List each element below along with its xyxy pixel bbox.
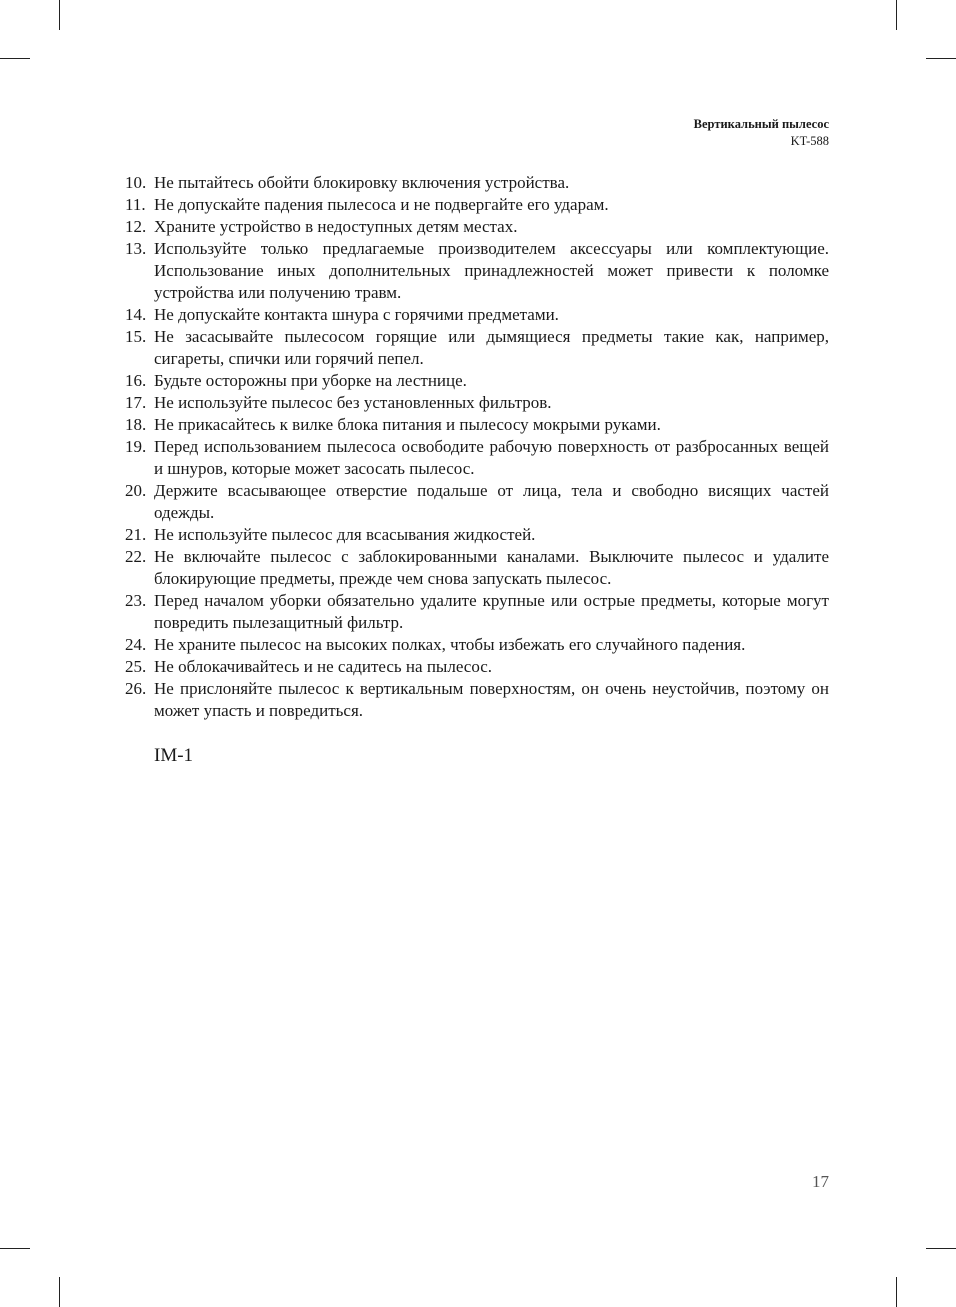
crop-mark-top-right [896,0,897,30]
running-header [694,116,829,150]
list-item-text: Не прикасайтесь к вилке блока питания и пылесосу мокрыми руками. [154,415,661,434]
list-item [125,436,829,480]
list-item [125,480,829,524]
list-item [125,172,829,194]
list-item [125,370,829,392]
list-item-text: Не допускайте контакта шнура с горячими предметами. [154,305,559,324]
crop-mark-bottom-right-h [926,1248,956,1249]
crop-mark-bottom-right [896,1277,897,1307]
crop-mark-top-left-h [0,58,30,59]
list-item [125,590,829,634]
list-item-text: Будьте осторожны при уборке на лестнице. [154,371,467,390]
list-item-text: Не облокачивайтесь и не садитесь на пылесос. [154,657,493,676]
list-item-text: Держите всасывающее отверстие подальше от лица, тела и свободно висящих частей одежды. [154,481,829,522]
list-item-text: Не храните пылесос на высоких полках, чтобы избежать его случайного падения. [154,635,746,654]
crop-mark-bottom-left-h [0,1248,30,1249]
list-item-number: 23. [125,591,147,610]
list-item [125,326,829,370]
header-title: Вертикальный пылесос [693,117,829,131]
list-item-text: Не включайте пылесос с заблокированными каналами. Выключите пылесос и удалите блокирующие предметы, прежде чем снова запускать пылесос. [154,547,829,588]
list-item-text: Храните устройство в недоступных детям местах. [154,217,518,236]
list-item-number: 20. [125,481,147,500]
page-number: 17 [812,1172,829,1191]
list-item-number: 11. [125,195,146,214]
list-item-text: Используйте только предлагаемые производителем аксессуары или комплектующие. Использование иных дополнительных принадлежностей может привести к поломке устройства или получению травм. [154,239,829,302]
list-item [125,238,829,304]
list-item-number: 13. [125,239,147,258]
crop-mark-bottom-left [59,1277,60,1307]
model-code: IM-1 [154,745,194,766]
list-item [125,392,829,414]
list-item-number: 15. [125,327,147,346]
list-item-text: Перед использованием пылесоса освободите рабочую поверхность от разбросанных вещей и шнуров, которые может засосать пылесос. [154,437,829,478]
list-item-number: 17. [125,393,147,412]
list-item-text: Перед началом уборки обязательно удалите крупные или острые предметы, которые могут повредить пылезащитный фильтр. [154,591,829,632]
list-item-text: Не прислоняйте пылесос к вертикальным поверхностям, он очень неустойчив, поэтому он может упасть и повредиться. [154,679,829,720]
header-model: KT-588 [790,134,829,148]
list-item-number: 21. [125,525,147,544]
list-item-text: Не пытайтесь обойти блокировку включения устройства. [154,173,570,192]
list-item [125,656,829,678]
list-item-number: 18. [125,415,147,434]
list-item-number: 19. [125,437,147,456]
crop-mark-top-right-h [926,58,956,59]
list-item-number: 25. [125,657,147,676]
list-item [125,304,829,326]
list-item-text: Не засасывайте пылесосом горящие или дымящиеся предметы такие как, например, сигареты, спички или горячий пепел. [154,327,829,368]
list-item-number: 26. [125,679,147,698]
list-item [125,216,829,238]
list-item [125,678,829,722]
list-item-number: 22. [125,547,147,566]
list-item-number: 24. [125,635,147,654]
list-item-text: Не используйте пылесос для всасывания жидкостей. [154,525,536,544]
list-item-text: Не допускайте падения пылесоса и не подвергайте его ударам. [154,195,609,214]
list-item-number: 10. [125,173,147,192]
safety-instructions-list [125,172,829,722]
list-item [125,194,829,216]
list-item [125,414,829,436]
list-item-text: Не используйте пылесос без установленных фильтров. [154,393,552,412]
list-item [125,546,829,590]
list-item [125,524,829,546]
list-item-number: 12. [125,217,147,236]
list-item-number: 16. [125,371,147,390]
crop-mark-top-left [59,0,60,30]
list-item [125,634,829,656]
list-item-number: 14. [125,305,147,324]
